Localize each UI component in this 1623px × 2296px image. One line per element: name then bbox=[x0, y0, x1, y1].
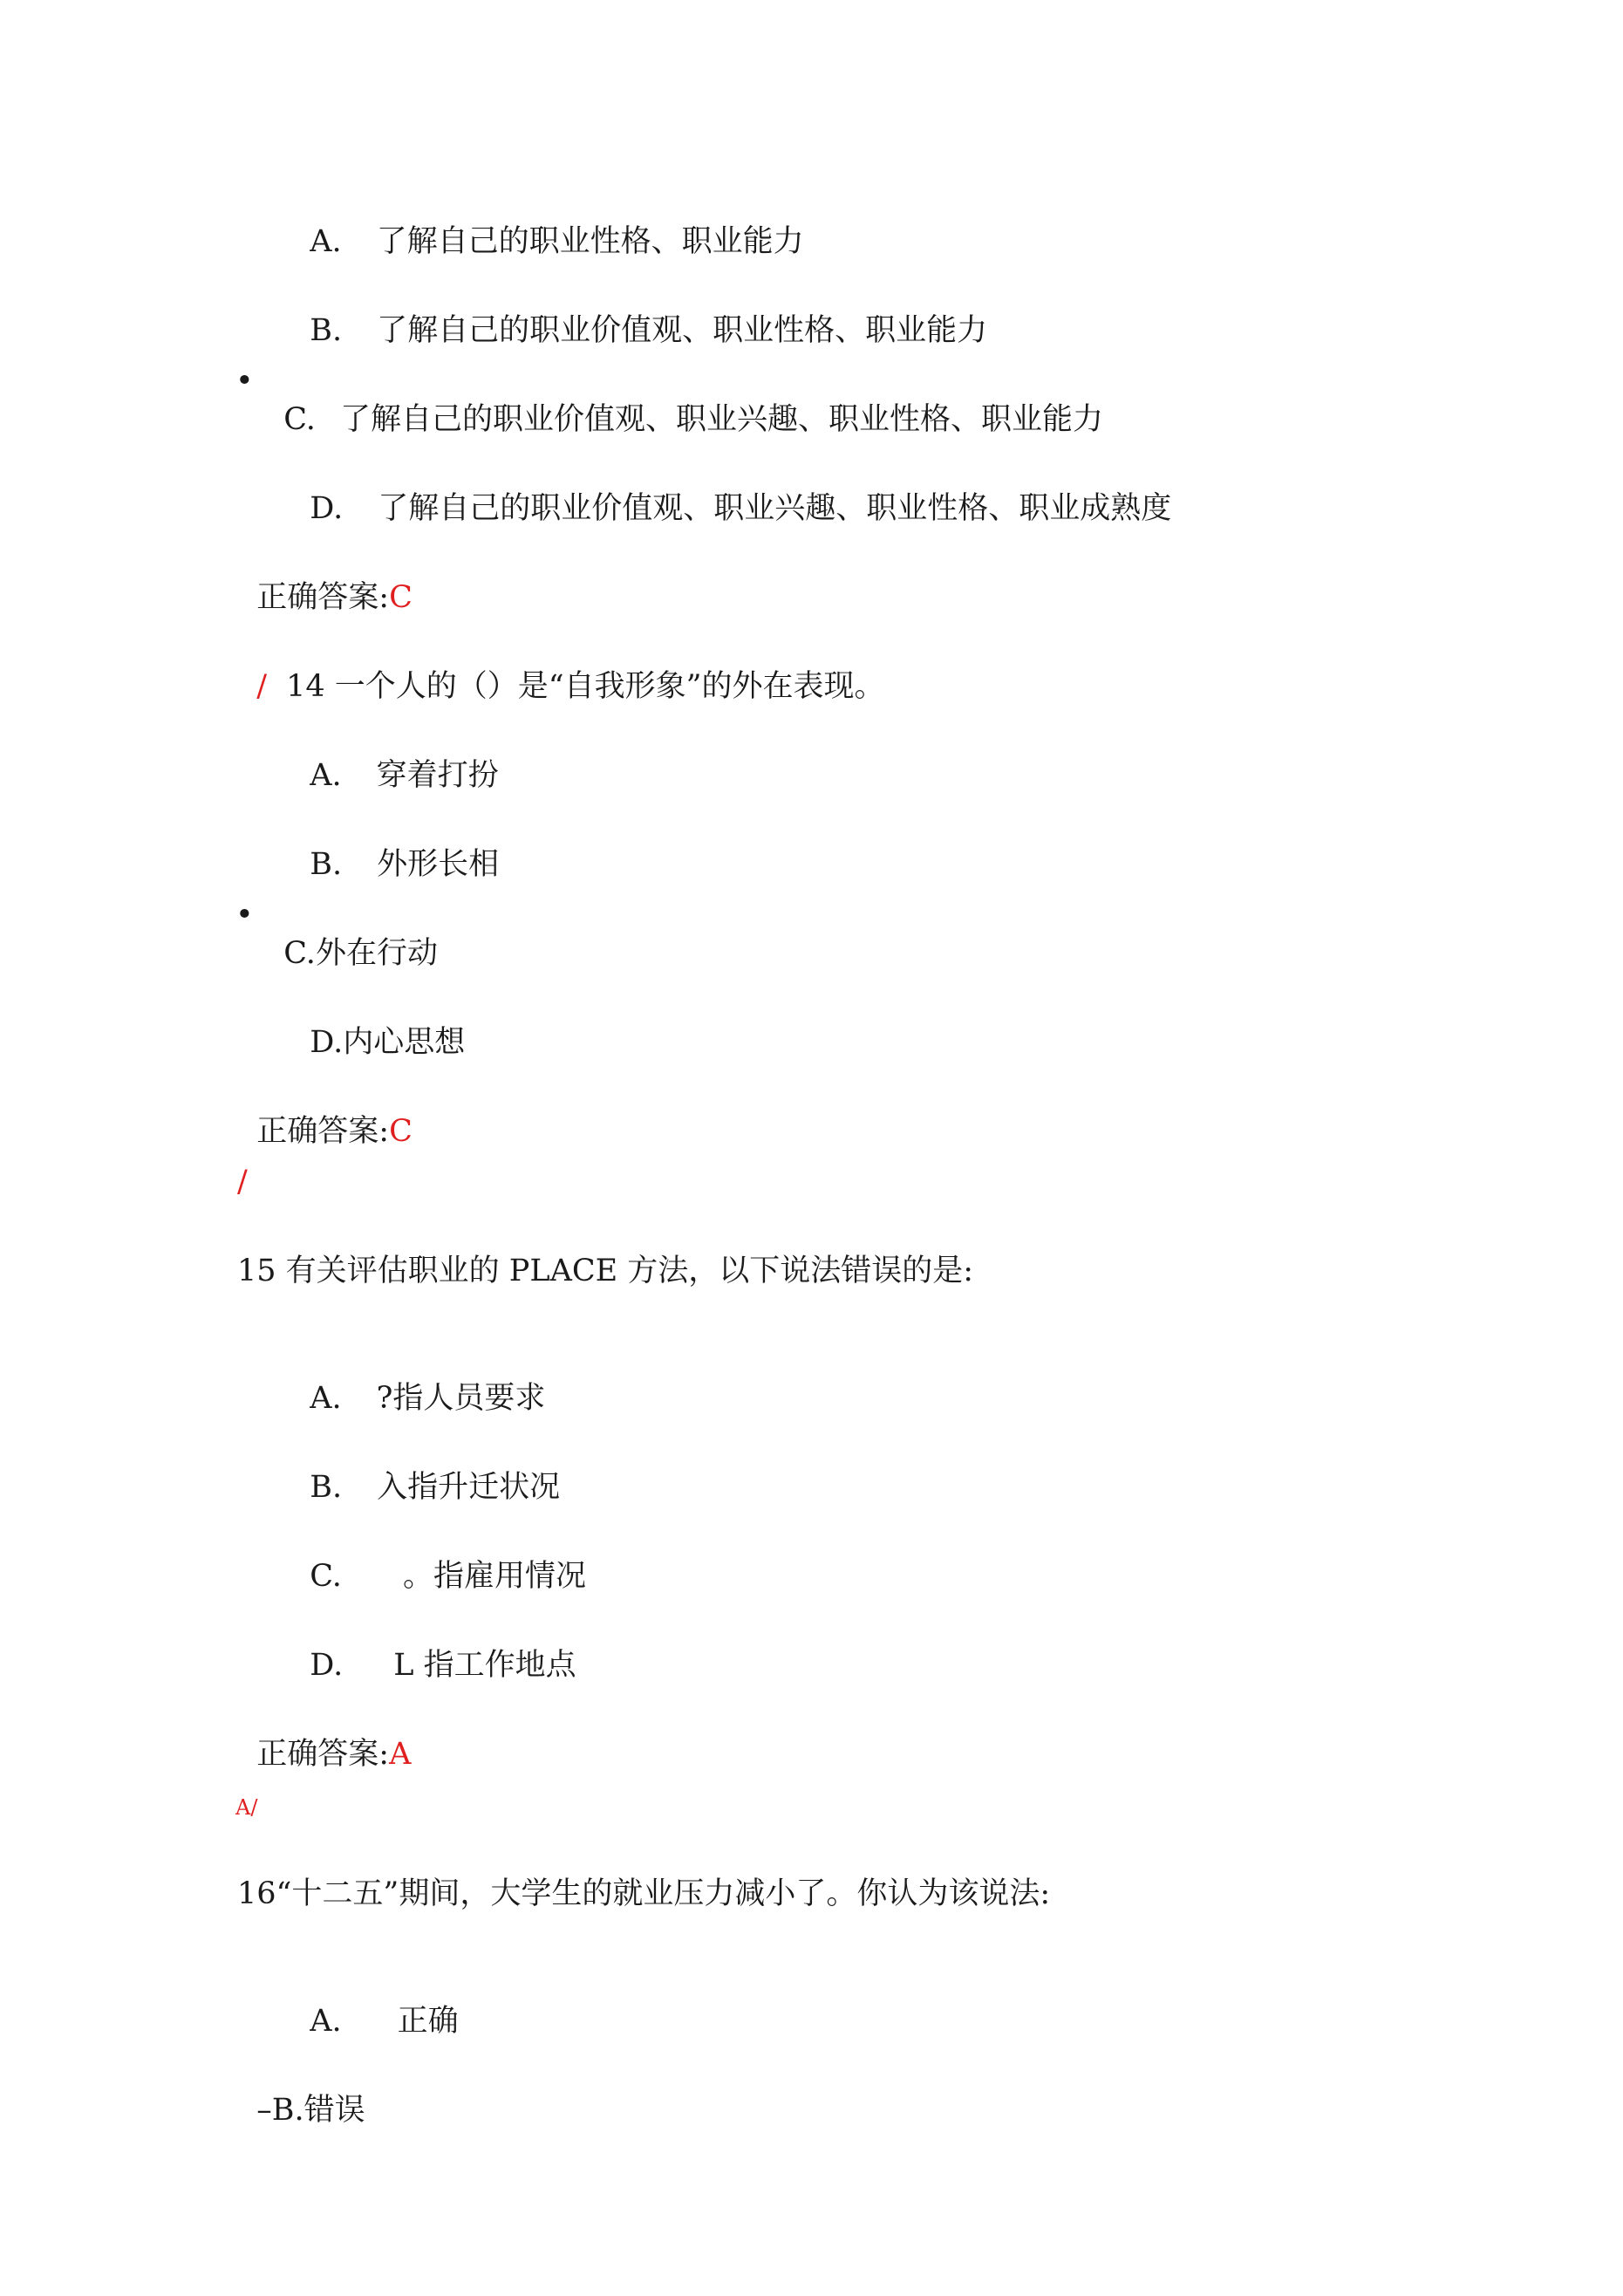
option-text: 了解自己的职业价值观、职业兴趣、职业性格、职业成熟度 bbox=[378, 491, 1172, 526]
selected-bullet: • bbox=[235, 364, 254, 399]
option-letter: A. bbox=[310, 2004, 342, 2039]
q14-option-d bbox=[290, 985, 465, 1062]
option-letter: B. bbox=[310, 847, 343, 882]
q15-mark: / bbox=[237, 1165, 248, 1199]
option-letter: D. bbox=[310, 1025, 344, 1060]
question-text: 14 一个人的（）是“自我形象”的外在表现。 bbox=[286, 669, 885, 704]
q14-option-c bbox=[264, 896, 438, 973]
option-text: 了解自己的职业价值观、职业兴趣、职业性格、职业能力 bbox=[339, 402, 1103, 437]
q15-option-c bbox=[290, 1519, 586, 1596]
option-letter: C. bbox=[310, 1559, 342, 1594]
option-text: 了解自己的职业价值观、职业性格、职业能力 bbox=[377, 313, 988, 348]
q16-option-a bbox=[290, 1964, 459, 2040]
q13-option-a bbox=[290, 184, 804, 261]
answer-label: 正确答案: bbox=[256, 1737, 390, 1772]
q15-question: 15 有关评估职业的 PLACE 方法，以下说法错误的是: bbox=[237, 1254, 974, 1288]
answer-value: A bbox=[389, 1737, 412, 1772]
q13-option-d bbox=[290, 451, 1171, 528]
answer-value: C bbox=[389, 580, 413, 615]
q15-answer bbox=[237, 1697, 411, 1773]
option-letter: B. bbox=[310, 313, 343, 348]
option-text: 穿着打扮 bbox=[376, 758, 499, 793]
option-letter: –B. bbox=[256, 2093, 304, 2128]
selected-bullet: • bbox=[235, 898, 254, 933]
option-text: 错误 bbox=[303, 2093, 365, 2128]
q16-question: 16“十二五”期间，大学生的就业压力减小了。你认为该说法: bbox=[237, 1876, 1051, 1911]
answer-label: 正确答案: bbox=[256, 1114, 390, 1149]
option-letter: D. bbox=[310, 491, 344, 526]
option-text: ?指人员要求 bbox=[376, 1381, 546, 1416]
q15-option-a bbox=[290, 1341, 545, 1418]
option-letter: A. bbox=[310, 758, 342, 793]
option-text: 入指升迁状况 bbox=[377, 1470, 561, 1505]
option-letter: B. bbox=[310, 1470, 343, 1505]
q14-answer bbox=[237, 1074, 413, 1151]
option-letter: C. bbox=[283, 402, 316, 437]
option-letter: D. bbox=[310, 1648, 344, 1683]
option-text: 了解自己的职业性格、职业能力 bbox=[376, 224, 804, 259]
option-letter: C. bbox=[283, 936, 316, 971]
q14-option-a bbox=[290, 718, 499, 795]
q16-mark: A/ bbox=[235, 1795, 258, 1820]
q13-option-c bbox=[264, 362, 1103, 439]
answer-label: 正确答案: bbox=[256, 580, 390, 615]
question-mark: / bbox=[256, 669, 268, 704]
q14-option-b bbox=[290, 807, 499, 884]
option-text: 外形长相 bbox=[377, 847, 500, 882]
answer-value: C bbox=[389, 1114, 413, 1149]
option-text: 外在行动 bbox=[315, 936, 438, 971]
option-text: 正确 bbox=[397, 2004, 459, 2039]
q15-option-b bbox=[290, 1430, 560, 1507]
option-letter: A. bbox=[310, 224, 342, 259]
option-text: 内心思想 bbox=[343, 1025, 466, 1060]
q14-question bbox=[237, 629, 885, 706]
q15-option-d bbox=[290, 1608, 576, 1684]
option-text: 。指雇用情况 bbox=[402, 1559, 586, 1594]
q13-answer bbox=[237, 540, 413, 617]
option-text: L 指工作地点 bbox=[393, 1648, 576, 1683]
q13-option-b bbox=[290, 273, 987, 350]
q16-option-b bbox=[237, 2053, 365, 2129]
option-letter: A. bbox=[310, 1381, 342, 1416]
